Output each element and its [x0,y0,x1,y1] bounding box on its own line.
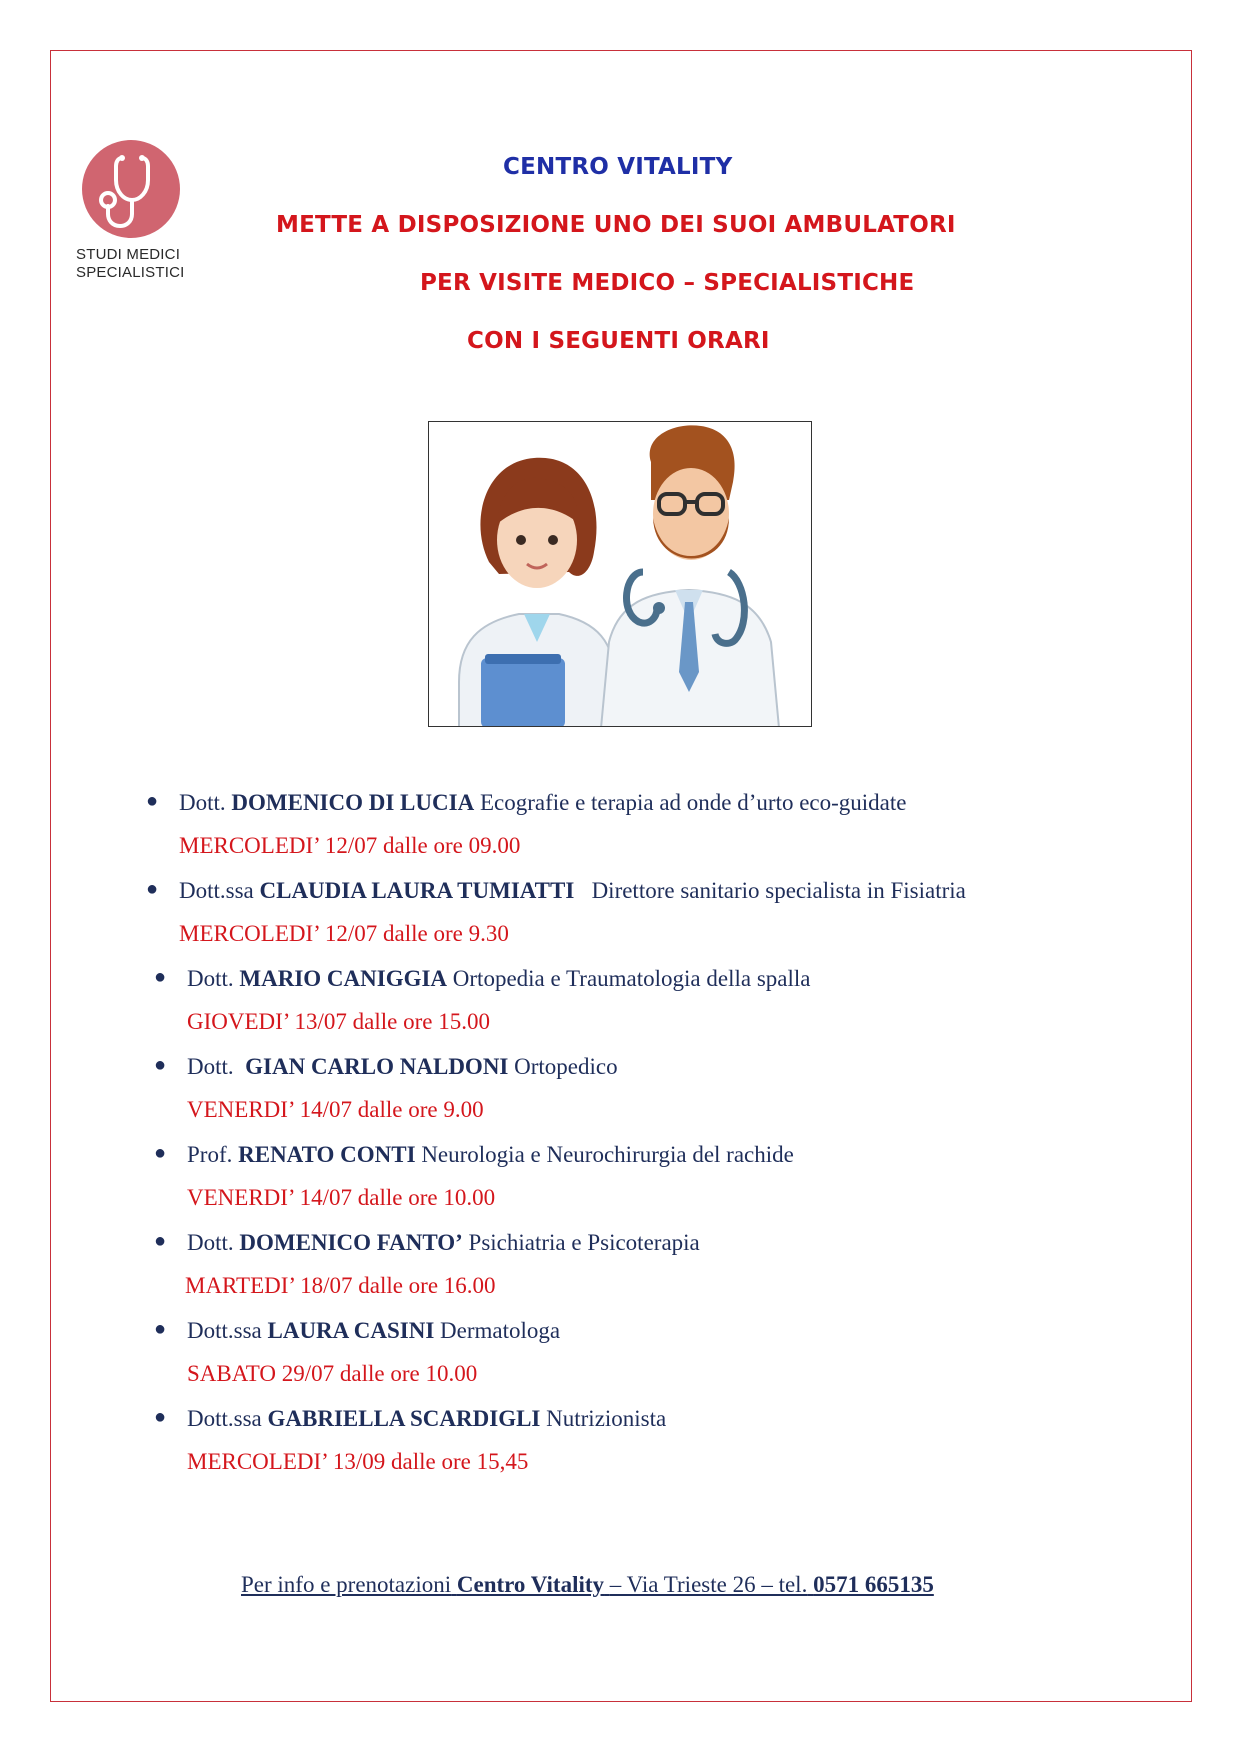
doctor-title: Prof. [187,1142,233,1167]
doctor-schedule: MARTEDI’ 18/07 dalle ore 16.00 [185,1273,496,1298]
footer-center-name: Centro Vitality [456,1572,605,1597]
doctor-specialty: Ortopedia e Traumatologia della spalla [452,966,811,991]
bullet-icon: ● [154,1230,167,1252]
footer-prefix: Per info e prenotazioni [241,1572,452,1597]
bullet-icon: ● [154,966,167,988]
doctor-schedule: VENERDI’ 14/07 dalle ore 9.00 [187,1097,484,1122]
doctor-title: Dott. [179,790,226,815]
doctor-name: DOMENICO FANTO’ [239,1230,463,1255]
doctor-specialty: Psichiatria e Psicoterapia [468,1230,700,1255]
footer-phone: 0571 665135 [813,1572,934,1597]
doctor-schedule: MERCOLEDI’ 13/09 dalle ore 15,45 [187,1449,529,1474]
doctors-image [429,422,812,727]
stethoscope-logo-icon [82,140,180,238]
doctor-line [179,790,907,816]
logo [76,140,206,282]
doctor-specialty: Direttore sanitario specialista in Fisiatria [591,878,966,903]
doctor-title: Dott.ssa [187,1406,262,1431]
doctor-name: GIAN CARLO NALDONI [245,1054,509,1079]
bullet-icon: ● [154,1318,167,1340]
doctor-line [187,1054,618,1080]
bullet-icon: ● [146,790,159,812]
logo-line2: SPECIALISTICI [76,264,185,281]
doctor-schedule: VENERDI’ 14/07 dalle ore 10.00 [187,1185,496,1210]
doctor-specialty: Ortopedico [514,1054,618,1079]
doctor-line [187,1142,794,1168]
header-line3-text: PER VISITE MEDICO – SPECIALISTICHE [420,270,915,296]
doctor-name: MARIO CANIGGIA [239,966,448,991]
doctor-specialty: Nutrizionista [546,1406,667,1431]
doctor-line [187,966,810,992]
footer-contact [241,1572,934,1598]
doctor-title: Dott.ssa [179,878,254,903]
footer-address: – Via Trieste 26 – tel. [609,1572,808,1597]
bullet-icon: ● [154,1142,167,1164]
doctor-name: CLAUDIA LAURA TUMIATTI [259,878,575,903]
logo-text [76,246,206,282]
doctor-name: LAURA CASINI [267,1318,435,1343]
bullet-icon: ● [146,878,159,900]
doctor-title: Dott. [187,1230,234,1255]
doctor-schedule: SABATO 29/07 dalle ore 10.00 [187,1361,478,1386]
header-line4: CON I SEGUENTI ORARI [467,328,770,354]
doctor-specialty: Dermatologa [440,1318,561,1343]
doctor-title: Dott. [187,966,234,991]
bullet-icon: ● [154,1054,167,1076]
doctor-line [187,1406,666,1432]
header-line3 [420,270,914,296]
doctor-schedule: GIOVEDI’ 13/07 dalle ore 15.00 [187,1009,490,1034]
doctor-title: Dott.ssa [187,1318,262,1343]
doctor-specialty: Ecografie e terapia ad onde d’urto eco-guidate [479,790,907,815]
doctor-schedule: MERCOLEDI’ 12/07 dalle ore 9.30 [179,921,509,946]
bullet-icon: ● [154,1406,167,1428]
doctor-line [179,878,966,904]
doctor-line [187,1318,560,1344]
header-line2: METTE A DISPOSIZIONE UNO DEI SUOI AMBULATORI [276,212,956,238]
doctors-illustration [428,421,812,727]
doctor-specialty: Neurologia e Neurochirurgia del rachide [421,1142,794,1167]
doctor-schedule: MERCOLEDI’ 12/07 dalle ore 09.00 [179,833,521,858]
doctor-title: Dott. [187,1054,234,1079]
doctor-line [187,1230,700,1256]
doctor-name: GABRIELLA SCARDIGLI [267,1406,541,1431]
header-title: CENTRO VITALITY [503,154,733,180]
doctor-name: DOMENICO DI LUCIA [231,790,475,815]
doctor-name: RENATO CONTI [238,1142,416,1167]
logo-line1: STUDI MEDICI [76,246,181,263]
